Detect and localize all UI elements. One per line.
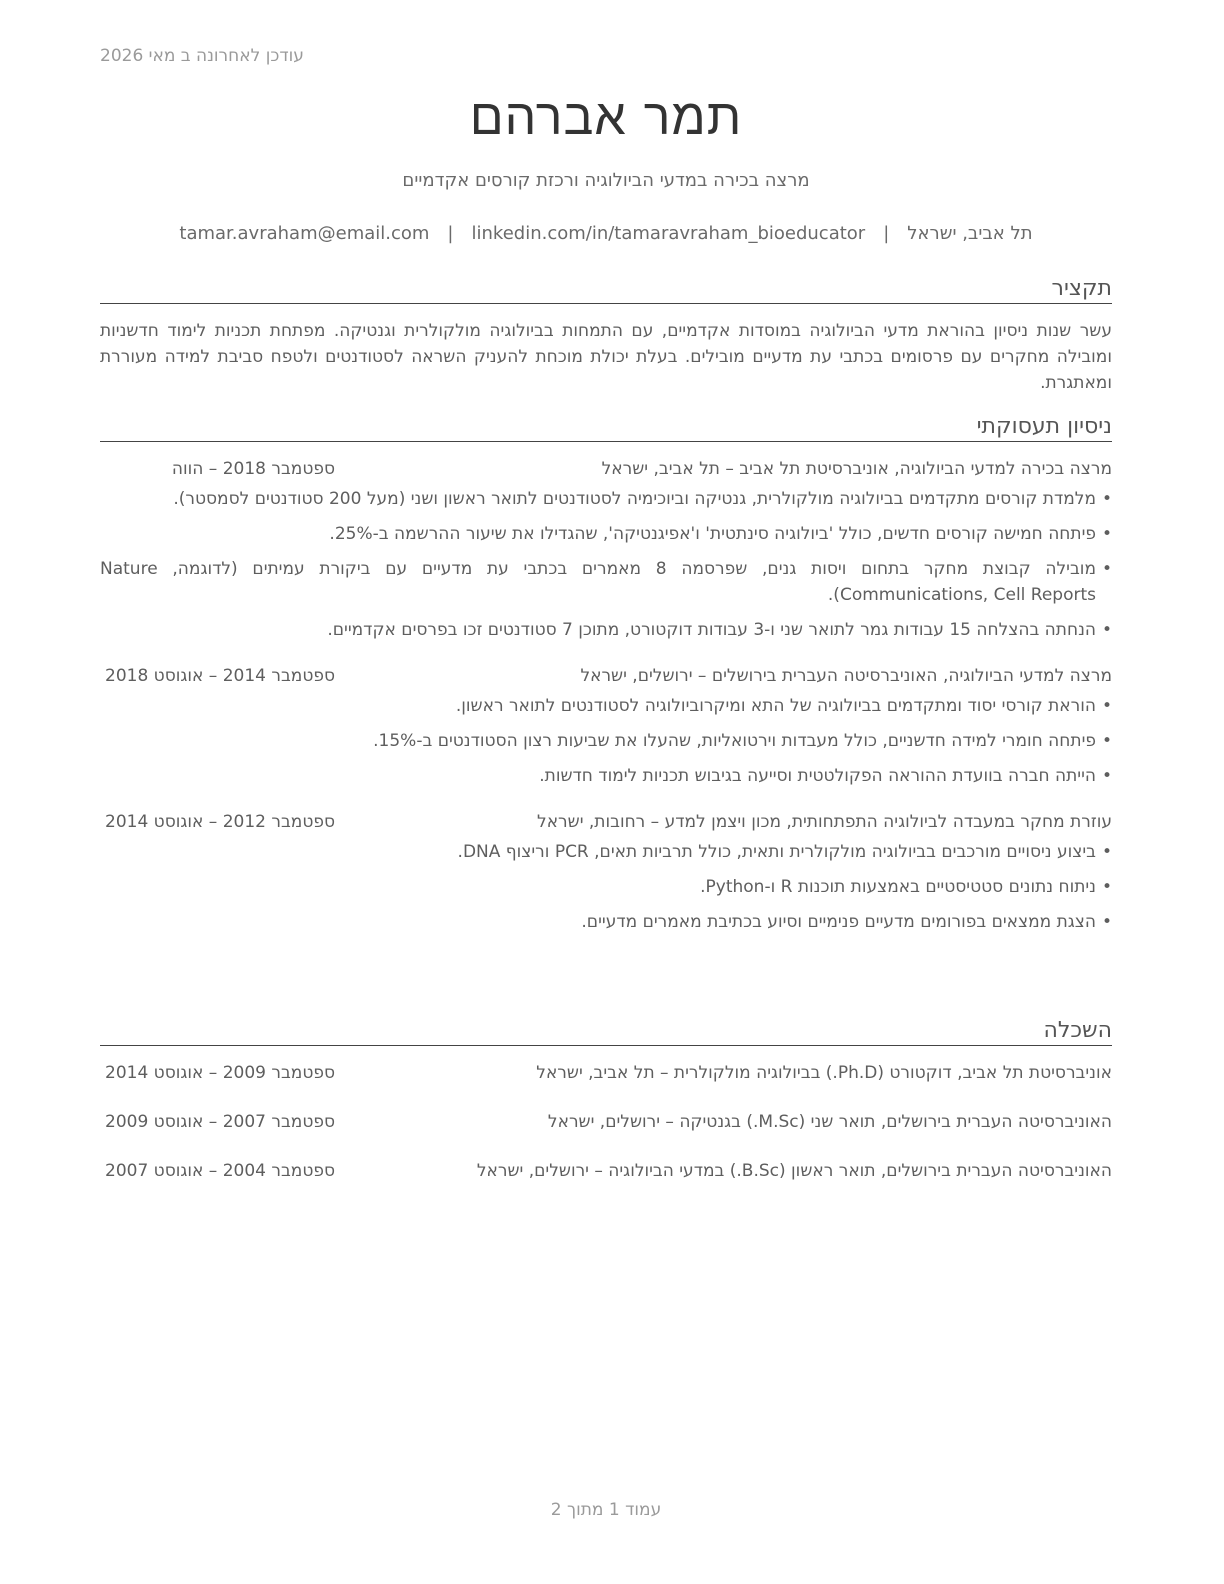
summary-title: תקציר [100,276,1112,304]
education-title-line: אוניברסיטת תל אביב, דוקטורט (Ph.D.) בביולוגיה מולקולרית – תל אביב, ישראל [536,1063,1112,1083]
resume-page [100,0,1112,1584]
contact-location: תל אביב, ישראל [907,223,1033,244]
job-title: מרצה למדעי הביולוגיה, האוניברסיטה העברית בירושלים – ירושלים, ישראל [580,666,1112,686]
education-dates: ספטמבר 2009 – אוגוסט 2014 [105,1063,335,1083]
candidate-subtitle: מרצה בכירה במדעי הביולוגיה ורכזת קורסים אקדמיים [402,170,810,191]
experience-title: ניסיון תעסוקתי [100,414,1112,442]
education-dates: ספטמבר 2007 – אוגוסט 2009 [105,1112,335,1132]
job-bullet: • ניתוח נתונים סטטיסטיים באמצעות תוכנות R ו-Python. [100,874,1096,900]
experience-section [100,414,1112,944]
job-dates: ספטמבר 2014 – אוגוסט 2018 [105,666,335,686]
education-entry [100,1109,1112,1135]
job-title: מרצה בכירה למדעי הביולוגיה, אוניברסיטת תל אביב – תל אביב, ישראל [601,459,1112,479]
job-bullet: • מובילה קבוצת מחקר בתחום ויסות גנים, שפרסמה 8 מאמרים בכתבי עת מדעיים עם ביקורת עמיתים (לדוגמה, Nature Communications, Cell Reports). [100,556,1096,608]
contact-line [100,223,1112,244]
education-dates: ספטמבר 2004 – אוגוסט 2007 [105,1161,335,1181]
job-bullet: • ביצוע ניסויים מורכבים בביולוגיה מולקולרית ותאית, כולל תרביות תאים, PCR וריצוף DNA. [100,839,1096,865]
contact-email[interactable]: tamar.avraham@email.com [179,223,430,244]
job-bullet: • פיתחה חמישה קורסים חדשים, כולל 'ביולוגיה סינתטית' ו'אפיגנטיקה', שהגדילו את שיעור ההרשמה ב-25%. [100,521,1096,547]
job-bullet: • פיתחה חומרי למידה חדשניים, כולל מעבדות וירטואליות, שהעלו את שביעות רצון הסטודנטים ב-15%. [100,728,1096,754]
contact-separator: | [883,223,890,244]
candidate-name: תמר אברהם [469,88,743,146]
contact-linkedin[interactable]: linkedin.com/in/tamaravraham_bioeducator [471,223,866,244]
job-dates: ספטמבר 2018 – הווה [171,459,335,479]
last-updated: עודכן לאחרונה ב מאי 2026 [100,46,304,66]
job-entry [100,456,1112,643]
job-bullet: • מלמדת קורסים מתקדמים בביולוגיה מולקולרית, גנטיקה וביוכימיה לסטודנטים לתואר ראשון ושני (מעל 200 סטודנטים לסמסטר). [100,486,1096,512]
summary-text: עשר שנות ניסיון בהוראת מדעי הביולוגיה במוסדות אקדמיים, עם התמחות בביולוגיה מולקולרית וגנטיקה. מפתחת תכניות לימוד חדשניות ומובילה מחקרים עם פרסומים בכתבי עת מדעיים מובילים. בעלת יכולת מוכחת להעניק השראה לסטודנטים ולטפח סביבת למידה מעוררת ומאתגרת. [100,321,1112,393]
job-bullet: • הצגת ממצאים בפורומים מדעיים פנימיים וסיוע בכתיבת מאמרים מדעיים. [100,909,1096,935]
job-bullet: • הוראת קורסי יסוד ומתקדמים בביולוגיה של התא ומיקרוביולוגיה לסטודנטים לתואר ראשון. [100,693,1096,719]
contact-separator: | [447,223,454,244]
education-entry [100,1060,1112,1086]
education-title-line: האוניברסיטה העברית בירושלים, תואר שני (M.Sc.) בגנטיקה – ירושלים, ישראל [547,1112,1112,1132]
job-entry [100,809,1112,935]
job-entry [100,663,1112,789]
job-bullet: • הנחתה בהצלחה 15 עבודות גמר לתואר שני ו-3 עבודות דוקטורט, מתוכן 7 סטודנטים זכו בפרסים אקדמיים. [100,617,1096,643]
summary-section [100,276,1112,396]
education-title-line: האוניברסיטה העברית בירושלים, תואר ראשון (B.Sc.) במדעי הביולוגיה – ירושלים, ישראל [476,1161,1112,1181]
job-dates: ספטמבר 2012 – אוגוסט 2014 [105,812,335,832]
job-bullet: • הייתה חברה בוועדת ההוראה הפקולטטית וסייעה בגיבוש תכניות לימוד חדשות. [100,763,1096,789]
page-number: עמוד 1 מתוך 2 [550,1500,662,1520]
education-entry [100,1158,1112,1184]
job-title: עוזרת מחקר במעבדה לביולוגיה התפתחותית, מכון ויצמן למדע – רחובות, ישראל [537,812,1112,832]
education-section [100,1018,1112,1184]
education-title: השכלה [100,1018,1112,1046]
